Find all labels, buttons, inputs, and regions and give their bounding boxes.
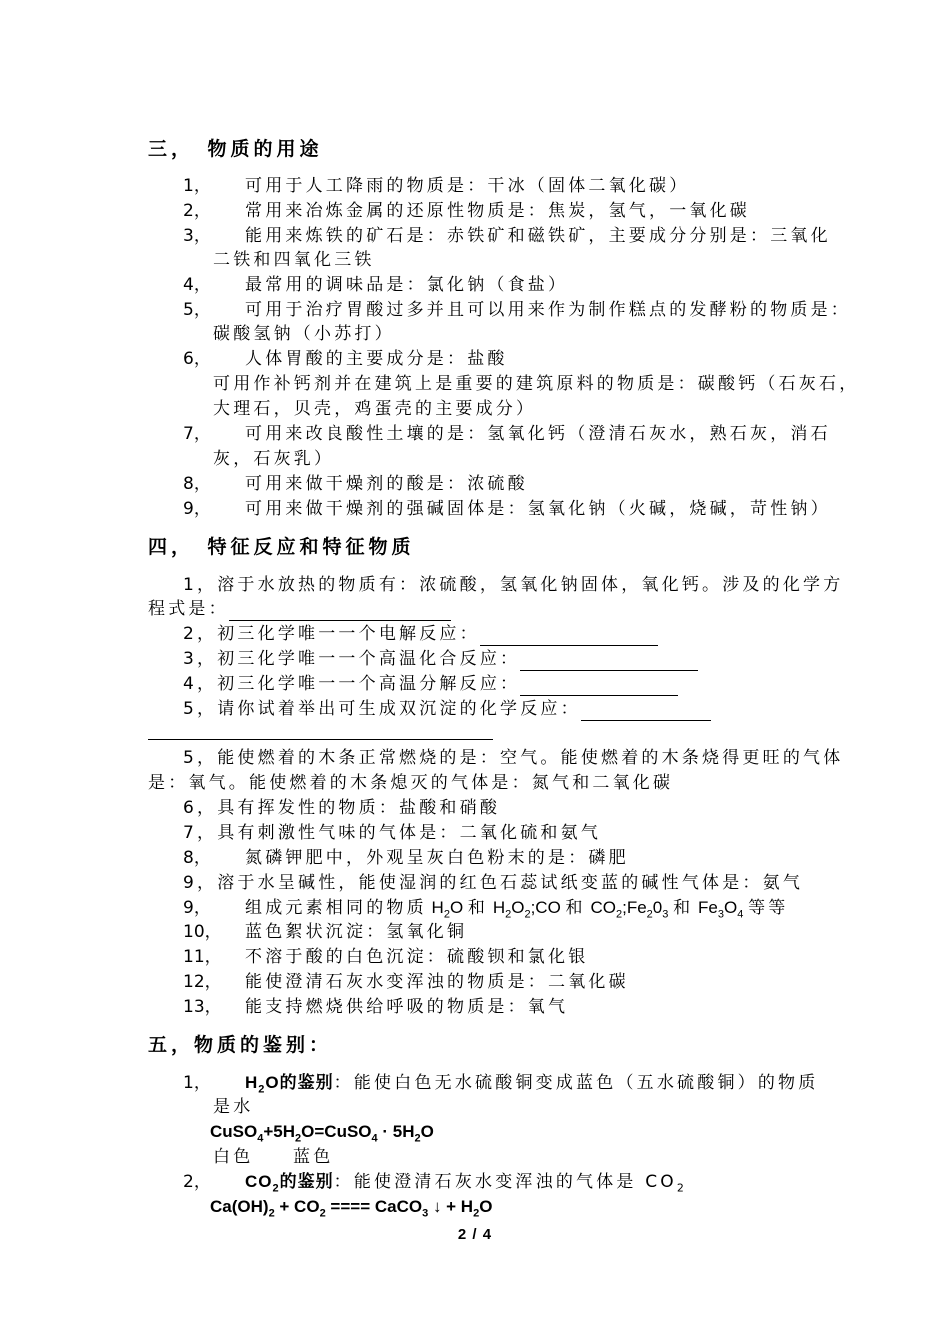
section-heading-uses: 三， 物质的用途 bbox=[148, 138, 323, 160]
list-item: 5， 可用于治疗胃酸过多并且可以用来作为制作糕点的发酵粉的物质是： bbox=[183, 300, 851, 320]
section-heading-characteristic: 四， 特征反应和特征物质 bbox=[148, 536, 415, 558]
question-4: 4，初三化学唯一一个高温分解反应： bbox=[183, 672, 678, 696]
equation-limewater: $Ca(OH)_2 + CO_2$ ==== CaCO$_3$ ↓ + $H_2O$ bbox=[210, 1197, 493, 1220]
list-item: 1， 可用于人工降雨的物质是：干冰（固体二氧化碳） bbox=[183, 176, 690, 196]
question-2: 2，初三化学唯一一个电解反应： bbox=[183, 622, 658, 646]
fact-13: 13， 能支持燃烧供给呼吸的物质是：氧气 bbox=[183, 997, 569, 1017]
fact-9b: 9， 组成元素相同的物质 $H_2O$ 和 $H_2O_2;CO$ 和 $CO_2;Fe_20_3$ 和 $Fe_3O_4$ 等等 bbox=[183, 898, 789, 921]
formula-fe3o4: $Fe_3O_4$ bbox=[693, 898, 744, 921]
fact-11: 11， 不溶于酸的白色沉淀：硫酸钡和氯化银 bbox=[183, 947, 589, 967]
fact-12: 12， 能使澄清石灰水变浑浊的物质是：二氧化碳 bbox=[183, 972, 629, 992]
answer-blank[interactable] bbox=[520, 652, 698, 671]
page-number: 2 / 4 bbox=[457, 1226, 493, 1243]
formula-co2: $CO_2$ bbox=[245, 1172, 280, 1195]
list-item: 3， 能用来炼铁的矿石是：赤铁矿和磁铁矿，主要成分分别是：三氧化 bbox=[183, 226, 831, 246]
fact-5: 5，能使燃着的木条正常燃烧的是：空气。能使燃着的木条烧得更旺的气体 bbox=[183, 748, 844, 768]
list-item-continuation: 二铁和四氧化三铁 bbox=[213, 250, 375, 270]
section-heading-identification: 五，物质的鉴别： bbox=[148, 1034, 333, 1056]
list-item: 9， 可用来做干燥剂的强碱固体是：氢氧化钠（火碱，烧碱，苛性钠） bbox=[183, 499, 831, 519]
list-item-continuation: 可用作补钙剂并在建筑上是重要的建筑原料的物质是：碳酸钙（石灰石， bbox=[213, 374, 860, 394]
equation-cuso4: $CuSO_4+5H_2O=CuSO_4 \cdot 5H_2O$ bbox=[210, 1122, 434, 1145]
list-item-continuation: 大理石，贝壳，鸡蛋壳的主要成分） bbox=[213, 399, 537, 419]
formula-co2-fe2o3: $CO_2;Fe_20_3$ bbox=[585, 898, 669, 921]
list-item: 6， 人体胃酸的主要成分是：盐酸 bbox=[183, 349, 508, 369]
fact-9: 9，溶于水呈碱性，能使湿润的红色石蕊试纸变蓝的碱性气体是：氨气 bbox=[183, 873, 804, 893]
list-item: 4， 最常用的调味品是：氯化钠（食盐） bbox=[183, 275, 569, 295]
fact-10: 10， 蓝色絮状沉淀：氢氧化铜 bbox=[183, 922, 468, 942]
fact-7: 7，具有刺激性气味的气体是：二氧化硫和氨气 bbox=[183, 823, 602, 843]
identification-2: 2， $CO_2$的鉴别：能使澄清石灰水变浑浊的气体是 $CO_2$ bbox=[183, 1172, 684, 1195]
list-item-continuation: 灰，石灰乳） bbox=[213, 449, 335, 469]
fact-5-continued: 是：氧气。能使燃着的木条熄灭的气体是：氮气和二氧化碳 bbox=[148, 773, 674, 793]
list-item: 7， 可用来改良酸性土壤的是：氢氧化钙（澄清石灰水，熟石灰，消石 bbox=[183, 424, 831, 444]
color-blue: 蓝色 bbox=[293, 1147, 334, 1167]
list-item-continuation: 碳酸氢钠（小苏打） bbox=[213, 324, 395, 344]
answer-blank[interactable] bbox=[480, 627, 658, 646]
fact-8: 8， 氮磷钾肥中，外观呈灰白色粉末的是：磷肥 bbox=[183, 848, 629, 868]
identification-1-continued: 是水 bbox=[213, 1097, 254, 1117]
answer-blank[interactable] bbox=[581, 702, 711, 721]
question-1-continued: 程式是： bbox=[148, 597, 451, 621]
color-white: 白色 bbox=[213, 1147, 254, 1167]
identification-1: 1， $H_2O$的鉴别：能使白色无水硫酸铜变成蓝色（五水硫酸铜）的物质 bbox=[183, 1073, 819, 1096]
answer-blank[interactable] bbox=[229, 602, 451, 621]
fact-6: 6，具有挥发性的物质：盐酸和硝酸 bbox=[183, 798, 501, 818]
list-item: 8， 可用来做干燥剂的酸是：浓硫酸 bbox=[183, 474, 528, 494]
question-1: 1，溶于水放热的物质有：浓硫酸，氢氧化钠固体，氧化钙。涉及的化学方 bbox=[183, 575, 844, 595]
formula-h2o: $H_2O$ bbox=[426, 898, 468, 921]
question-5: 5，请你试着举出可生成双沉淀的化学反应： bbox=[183, 697, 711, 721]
formula-h2o: $H_2O$ bbox=[245, 1073, 280, 1096]
formula-h2o2-co: $H_2O_2;CO$ bbox=[488, 898, 566, 921]
answer-blank[interactable] bbox=[148, 739, 493, 740]
list-item: 2， 常用来冶炼金属的还原性物质是：焦炭，氢气，一氧化碳 bbox=[183, 201, 750, 221]
answer-blank[interactable] bbox=[520, 677, 678, 696]
question-3: 3，初三化学唯一一个高温化合反应： bbox=[183, 647, 698, 671]
